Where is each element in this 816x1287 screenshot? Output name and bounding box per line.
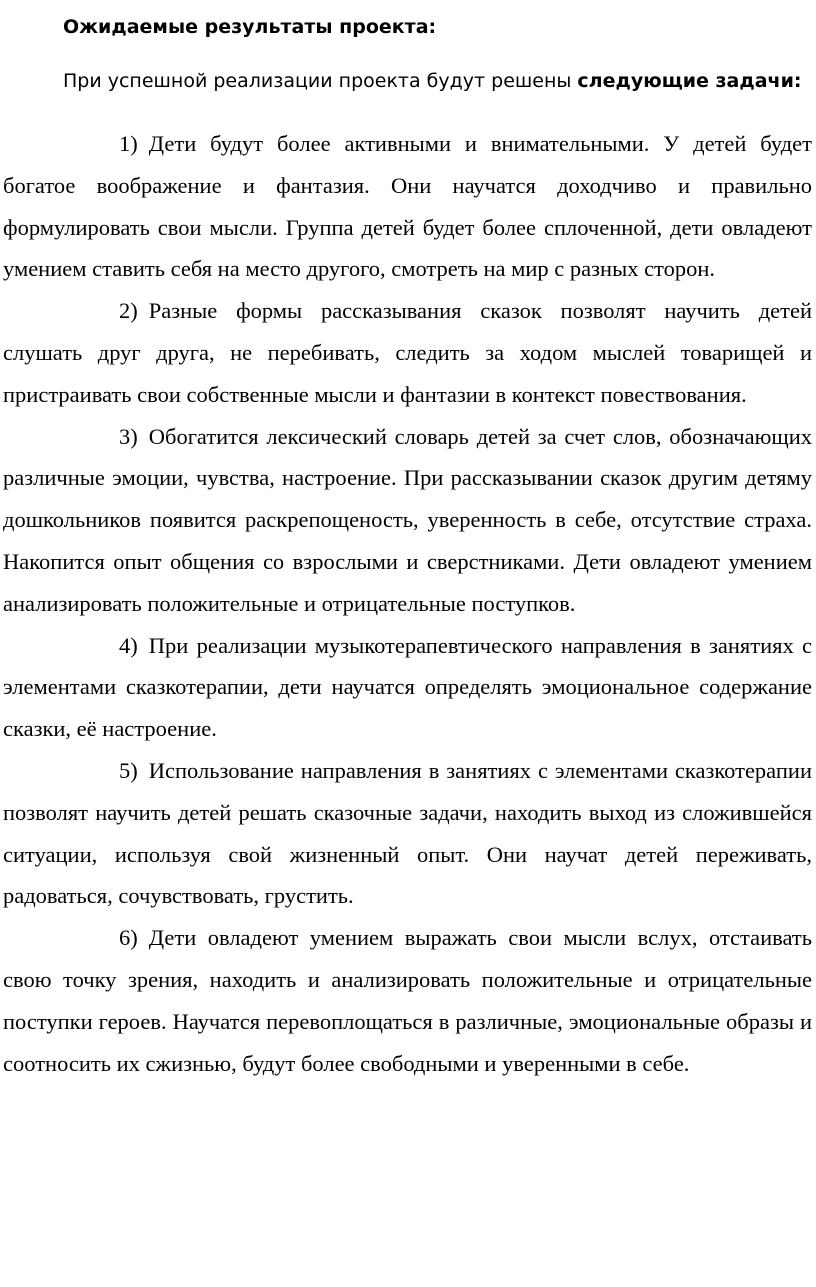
list-item bbox=[3, 625, 812, 750]
item-number: 2) bbox=[119, 298, 138, 324]
item-number: 5) bbox=[119, 757, 138, 783]
intro-text: При успешной реализации проекта будут решены bbox=[63, 70, 578, 92]
item-text: Дети будут более активными и внимательными. У детей будет богатое воображение и фантазия. Они научатся доходчиво и правильно формулировать свои мысли. Группа детей будет более сплоченной, дети овладеют умением ставить себя на место другого, смотреть на мир с разных сторон. bbox=[3, 131, 812, 282]
list-item bbox=[3, 750, 812, 917]
item-number: 3) bbox=[119, 423, 138, 449]
intro-line bbox=[63, 68, 802, 94]
item-number: 6) bbox=[119, 925, 138, 951]
item-text: Обогатится лексический словарь детей за счет слов, обозначающих различные эмоции, чувства, настроение. При рассказывании сказок другим детяму дошкольников появится раскрепощеность, уверенность в себе, отсутствие страха. Накопится опыт общения со взрослыми и сверстниками. Дети овладеют умением анализировать положительные и отрицательные поступков. bbox=[3, 423, 812, 616]
item-number: 1) bbox=[119, 131, 138, 156]
list-item bbox=[3, 917, 812, 1084]
item-text: При реализации музыкотерапевтического направления в занятиях с элементами сказкотерапии, дети научатся определять эмоциональное содержание сказки, её настроение. bbox=[3, 632, 812, 742]
item-text: Использование направления в занятиях с элементами сказкотерапии позволят научить детей решать сказочные задачи, находить выход из сложившейся ситуации, используя свой жизненный опыт. Они научат детей переживать, радоваться, сочувствовать, грустить. bbox=[3, 757, 812, 909]
intro-bold-text: следующие задачи: bbox=[577, 70, 802, 92]
item-text: Разные формы рассказывания сказок позволят научить детей слушать друг друга, не перебивать, следить за ходом мыслей товарищей и пристраивать свои собственные мысли и фантазии в контекст повествования. bbox=[3, 298, 812, 407]
section-heading: Ожидаемые результаты проекта: bbox=[63, 16, 437, 38]
list-item bbox=[3, 290, 812, 415]
results-list bbox=[3, 123, 812, 1084]
item-number: 4) bbox=[119, 632, 138, 658]
item-text: Дети овладеют умением выражать свои мысли вслух, отстаивать свою точку зрения, находить и анализировать положительные и отрицательные поступки героев. Научатся перевоплощаться в различные, эмоциональные образы и соотносить их сжизнью, будут более свободными и уверенными в себе. bbox=[3, 925, 812, 1076]
list-item bbox=[3, 416, 812, 625]
list-item bbox=[3, 123, 812, 290]
